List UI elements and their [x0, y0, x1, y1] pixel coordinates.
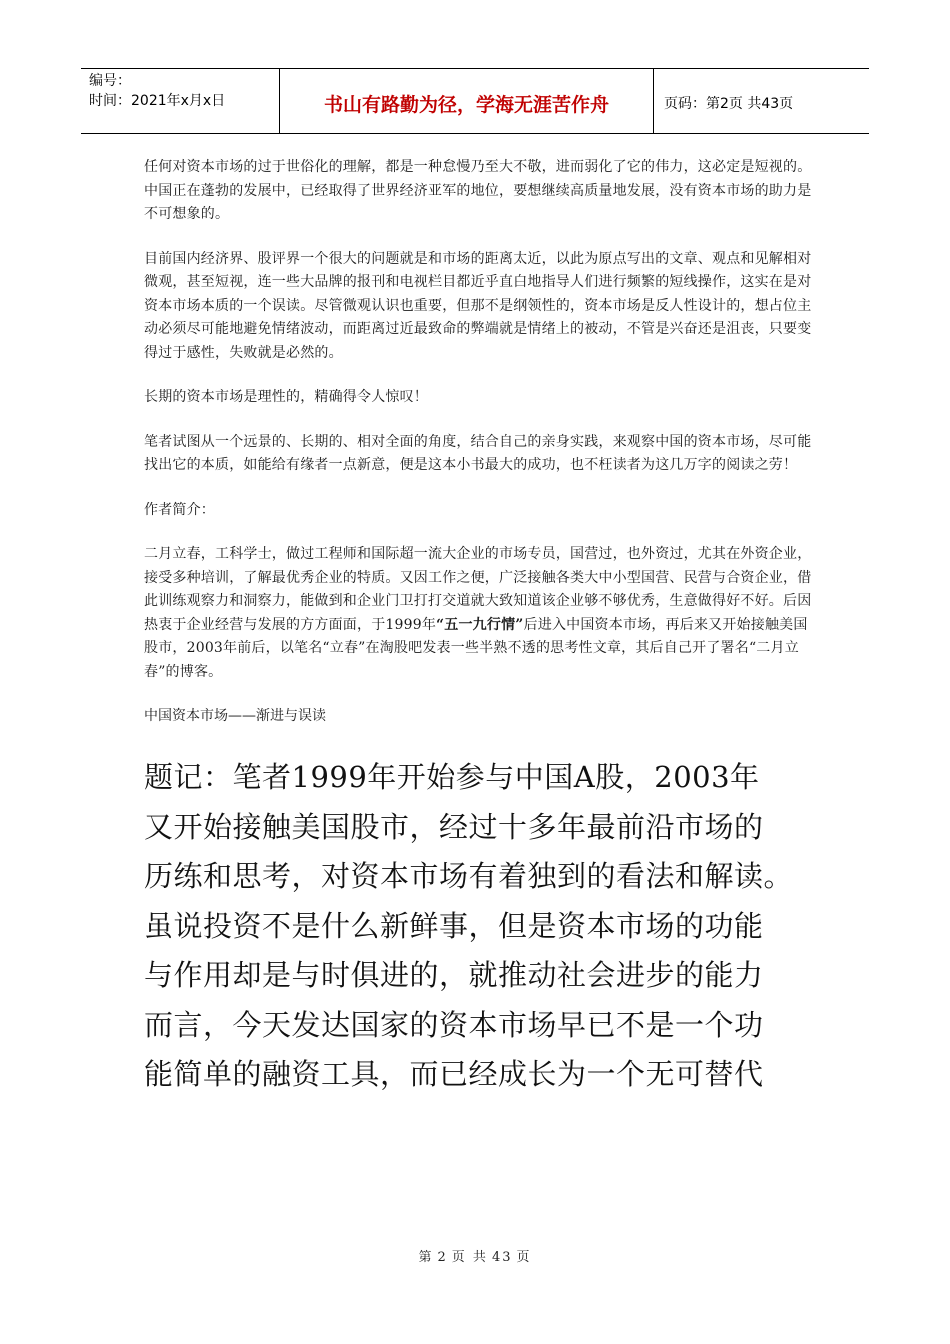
header-time-label: 时间：2021年x月x日 — [89, 93, 226, 109]
header-page-info: 页码：第2页 共43页 — [664, 96, 794, 112]
epigraph-line-1: 题记：笔者1999年开始参与中国A股，2003年 — [144, 760, 760, 794]
epigraph-line-3: 历练和思考，对资本市场有着独到的看法和解读。 — [144, 859, 794, 893]
header-number-label: 编号： — [89, 73, 131, 89]
paragraph-2: 目前国内经济界、股评界一个很大的问题就是和市场的距离太近，以此为原点写出的文章、观点和见解相对微观，甚至短视，连一些大品牌的报刊和电视栏目都近乎直白地指导人们进行频繁的短线操作，这实在是对资本市场本质的一个误读。尽管微观认识也重要，但那不是纲领性的，资本市场是反人性设计的，想占位主动必须尽可能地避免情绪波动，而距离过近最致命的弊端就是情绪上的被动，不管是兴奋还是沮丧，只要变得过于感性，失败就是必然的。 — [144, 250, 812, 361]
footer-suffix: 页 — [516, 1250, 532, 1265]
footer-page: 2 — [437, 1250, 448, 1265]
section-title: 中国资本市场——渐进与误读 — [144, 708, 326, 724]
footer-total: 43 — [491, 1250, 513, 1265]
epigraph — [144, 753, 816, 1100]
page-header — [81, 68, 869, 134]
footer-prefix: 第 — [418, 1250, 434, 1265]
author-bio-part2: 后进入中国资本市场，再后来又开始接触美国股市，2003年前后，以笔名“立春”在淘股吧发表一些半熟不透的思考性文章，其后自己开了署名“二月立春”的博客。 — [144, 616, 808, 680]
paragraph-4: 笔者试图从一个远景的、长期的、相对全面的角度，结合自己的亲身实践，来观察中国的资本市场，尽可能找出它的本质，如能给有缘者一点新意，便是这本小书最大的成功，也不枉读者为这几万字的阅读之劳！ — [144, 433, 812, 473]
header-motto: 书山有路勤为径，学海无涯苦作舟 — [280, 69, 654, 133]
epigraph-line-6: 而言，今天发达国家的资本市场早已不是一个功 — [144, 1007, 764, 1042]
paragraph-1: 任何对资本市场的过于世俗化的理解，都是一种怠慢乃至大不敬，进而弱化了它的伟力，这必定是短视的。中国正在蓬勃的发展中，已经取得了世界经济亚军的地位，要想继续高质量地发展，没有资本市场的助力是不可想象的。 — [144, 159, 812, 222]
footer-mid: 页 共 — [451, 1250, 488, 1265]
author-bio-bold: “五一九行情” — [436, 616, 524, 633]
epigraph-line-4: 虽说投资不是什么新鲜事，但是资本市场的功能 — [144, 908, 764, 943]
epigraph-line-7: 能简单的融资工具，而已经成长为一个无可替代 — [144, 1057, 764, 1091]
author-bio-part1: 二月立春，工科学士，做过工程师和国际超一流大企业的市场专员，国营过，也外资过，尤其在外资企业，接受多种培训，了解最优秀企业的特质。又因工作之便，广泛接触各类大中小型国营、民营与合资企业，借此训练观察力和洞察力，能做到和企业门卫打打交道就大致知道该企业够不够优秀，生意做得好不好。后因热衷于企业经营与发展的方方面面，于1999年 — [144, 546, 812, 633]
author-bio — [144, 543, 816, 684]
paragraph-3: 长期的资本市场是理性的，精确得令人惊叹！ — [144, 389, 428, 405]
header-meta-cell — [81, 69, 280, 133]
page-footer — [0, 1246, 950, 1265]
epigraph-line-2: 又开始接触美国股市，经过十多年最前沿市场的 — [144, 809, 764, 844]
document-body — [144, 156, 816, 1100]
epigraph-line-5: 与作用却是与时俱进的，就推动社会进步的能力 — [144, 958, 764, 992]
author-intro-heading: 作者简介： — [144, 501, 215, 518]
